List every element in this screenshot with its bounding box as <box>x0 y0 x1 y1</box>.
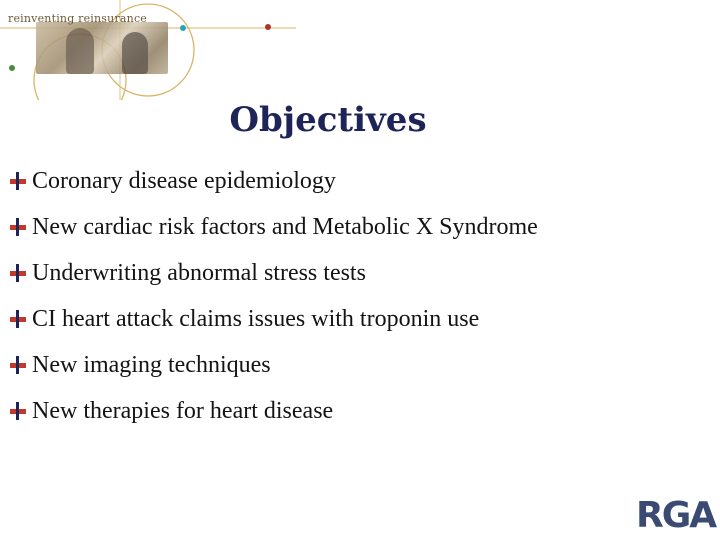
list-item <box>10 296 538 342</box>
bullet-icon <box>10 218 26 236</box>
photo-person-right <box>122 32 148 74</box>
brand-tagline: reinventing reinsurance <box>8 12 148 25</box>
bullet-icon <box>10 172 26 190</box>
header-banner <box>0 0 300 100</box>
header-photo <box>36 22 168 74</box>
list-item <box>10 158 538 204</box>
bullet-text: New imaging techniques <box>32 351 271 378</box>
bullet-text: Coronary disease epidemiology <box>32 167 336 194</box>
slide-title: Objectives <box>229 100 427 140</box>
bullet-text: CI heart attack claims issues with troponin use <box>32 305 480 332</box>
objectives-list <box>10 158 538 434</box>
list-item <box>10 342 538 388</box>
logo-text: RGA <box>636 495 716 536</box>
bullet-icon <box>10 356 26 374</box>
bullet-text: New therapies for heart disease <box>32 397 334 424</box>
bullet-icon <box>10 310 26 328</box>
photo-person-left <box>66 28 94 74</box>
list-item <box>10 204 538 250</box>
rga-logo <box>636 496 716 536</box>
list-item <box>10 388 538 434</box>
bullet-text: New cardiac risk factors and Metabolic X Syndrome <box>32 213 538 240</box>
list-item <box>10 250 538 296</box>
teal-dot <box>180 25 186 31</box>
bullet-icon <box>10 264 26 282</box>
green-dot <box>9 65 15 71</box>
bullet-text: Underwriting abnormal stress tests <box>32 259 366 286</box>
bullet-icon <box>10 402 26 420</box>
red-dot <box>265 24 271 30</box>
